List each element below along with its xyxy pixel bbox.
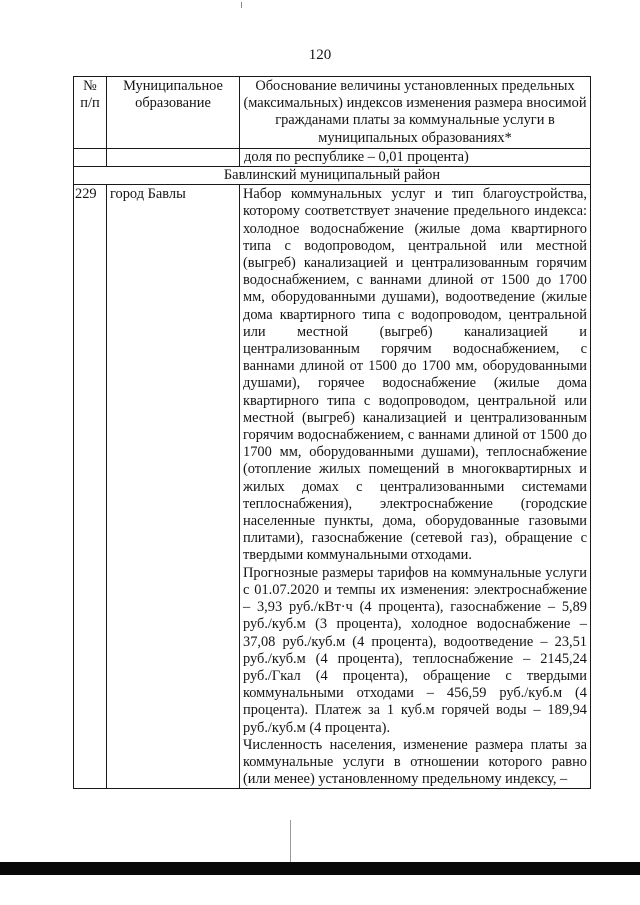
header-justification: Обоснование величины установленных предельных (максимальных) индексов изменения размера вносимой гражданами платы за коммунальные услуги в муниципальных образованиях* [240,77,591,149]
services-paragraph: Набор коммунальных услуг и тип благоустройства, которому соответствует значение предельного индекса: холодное водоснабжение (жилые дома квартирного типа с водопроводом, центральной или местной (выгреб) канализацией и централизованным горячим водоснабжением, с ваннами длиной от 1500 до 1700 мм, оборудованными душами), водоотведение (жилые дома квартирного типа с водопроводом, центральной или местной (выгреб) канализацией и централизованным горячим водоснабжением, с ваннами длиной от 1500 до 1700 мм, оборудованными душами), горячее водоснабжение (жилые дома квартирного типа с водопроводом, центральной или местной (выгреб) канализацией и централизованным горячим водоснабжением, с ваннами длиной от 1500 до 1700 мм, оборудованными душами), теплоснабжение (отопление жилых помещений в многоквартирных и жилых домах с централизованными системами теплоснабжения), электроснабжение (городские населенные пункты, дома, оборудованные газовыми плитами), газоснабжение (сетевой газ), обращение с твердыми коммунальными отходами. [243,186,587,564]
tariff-index-table [73,76,591,789]
district-title: Бавлинский муниципальный район [74,167,591,185]
district-row [74,167,591,185]
scan-artifact-top [241,2,242,8]
row-municipality: город Бавлы [107,185,240,789]
tariffs-paragraph: Прогнозные размеры тарифов на коммунальные услуги с 01.07.2020 и темпы их изменения: электроснабжение – 3,93 руб./кВт·ч (4 процента), газоснабжение – 5,89 руб./куб.м (3 процента), холодное водоснабжение – 37,08 руб./куб.м (4 процента), водоотведение – 23,51 руб./куб.м (4 процента), теплоснабжение – 2145,24 руб./Гкал (4 процента), обращение с твердыми коммунальными отходами – 456,59 руб./куб.м (4 процента). Платеж за 1 куб.м горячей воды – 189,94 руб./куб.м (4 процента). [243,564,587,736]
table-header-row [74,77,591,149]
continuation-text: доля по республике – 0,01 процента) [240,148,591,166]
header-municipality: Муниципальное образование [107,77,240,149]
row-justification [240,185,591,789]
scan-artifact-bottom [290,820,291,862]
row-number: 229 [74,185,107,789]
header-num: № п/п [74,77,107,149]
page-number: 120 [308,47,332,63]
table-row [74,185,591,789]
population-paragraph: Численность населения, изменение размера платы за коммунальные услуги в отношении которого равно (или менее) установленному предельному индексу, – [243,736,587,788]
continuation-row [74,148,591,166]
scan-border-bar [0,862,640,875]
